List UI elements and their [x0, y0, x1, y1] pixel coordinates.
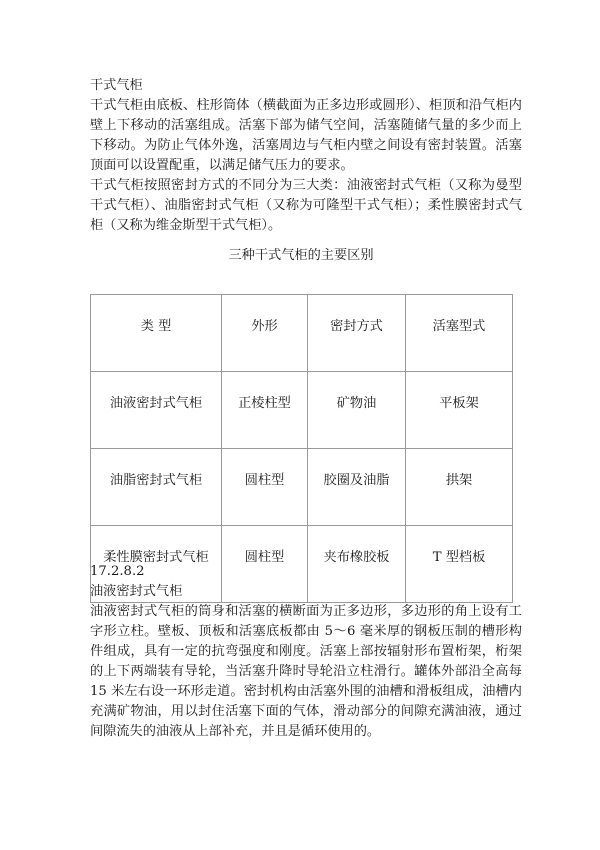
- intro-paragraph-2: 干式气柜按照密封方式的不同分为三大类：油液密封式气柜（又称为曼型干式气柜）、油脂密封式气柜（又称为可隆型干式气柜）；柔性膜密封式气柜（又称为维金斯型干式气柜）。: [90, 178, 522, 233]
- table-cell: 拱架: [406, 449, 513, 526]
- table-cell: 柔性膜密封式气柜: [91, 526, 222, 603]
- table-cell: 夹布橡胶板: [308, 526, 406, 603]
- table-cell: 油脂密封式气柜: [91, 449, 222, 526]
- table-cell: 平板架: [406, 372, 513, 449]
- table-caption: 三种干式气柜的主要区别: [228, 248, 374, 263]
- comparison-table: [90, 294, 513, 603]
- section-number: 17.2.8.2: [90, 564, 145, 579]
- table-header-row: [91, 295, 513, 372]
- table-row: [91, 449, 513, 526]
- header-cell-piston: 活塞型式: [406, 295, 513, 372]
- intro-title: 干式气柜: [90, 78, 143, 93]
- section-title: 油液密封式气柜: [90, 584, 183, 599]
- header-cell-seal: 密封方式: [308, 295, 406, 372]
- header-cell-type: 类 型: [91, 295, 222, 372]
- table-cell: 正棱柱型: [222, 372, 308, 449]
- table-cell: 矿物油: [308, 372, 406, 449]
- table-cell: 胶圈及油脂: [308, 449, 406, 526]
- header-cell-shape: 外形: [222, 295, 308, 372]
- table-cell: 圆柱型: [222, 526, 308, 603]
- section-paragraph: 油液密封式气柜的筒身和活塞的横断面为正多边形，多边形的角上设有工字形立柱。壁板、顶板和活塞底板都由 5～6 毫米厚的钢板压制的槽形构件组成，具有一定的抗弯强度和刚度。活塞上部按辐射形布置桁架，桁架的上下两端装有导轮，当活塞升降时导轮沿立柱滑行。罐体外部沿全高每 15 米左右设一环形走道。密封机构由活塞外围的油槽和滑板组成，油槽内充满矿物油，用以封住活塞下面的气体，滑动部分的间隙充满油液，通过间隙流失的油液从上部补充，并且是循环使用的。: [90, 604, 522, 739]
- table-cell: T 型档板: [406, 526, 513, 603]
- intro-paragraph-1: 干式气柜由底板、柱形筒体（横截面为正多边形或圆形）、柜顶和沿气柜内壁上下移动的活塞组成。活塞下部为储气空间，活塞随储气量的多少而上下移动。为防止气体外逸，活塞周边与气柜内壁之间设有密封装置。活塞顶面可以设置配重，以满足储气压力的要求。: [90, 98, 522, 173]
- table-row: [91, 372, 513, 449]
- table-cell: 油液密封式气柜: [91, 372, 222, 449]
- table-cell: 圆柱型: [222, 449, 308, 526]
